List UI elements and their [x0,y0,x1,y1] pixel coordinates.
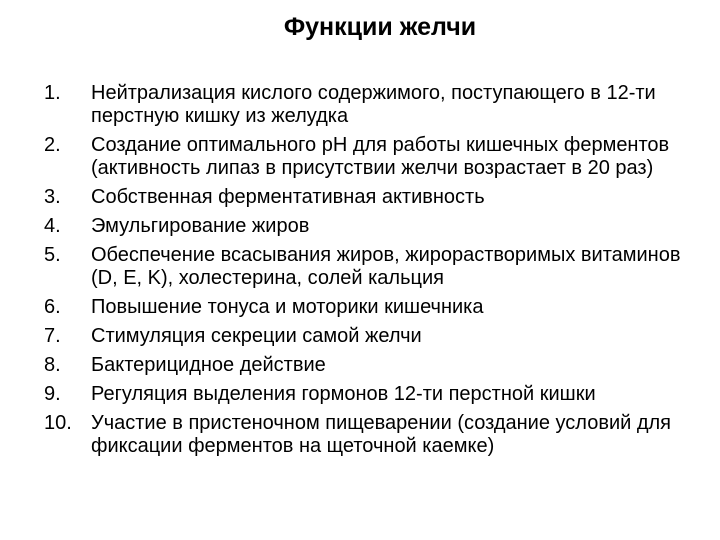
item-text: Повышение тонуса и моторики кишечника [91,296,484,318]
list-item [44,186,694,209]
item-text: Обеспечение всасывания жиров, жирорастворимых витаминов (D, E, K), холестерина, солей кальция [91,244,681,289]
list-item [44,215,694,238]
item-text: Бактерицидное действие [91,354,326,376]
item-number: 5. [44,244,61,266]
list-item [44,134,694,180]
list-item [44,296,694,319]
item-text: Регуляция выделения гормонов 12-ти перстной кишки [91,383,596,405]
slide-title: Функции желчи [283,13,477,41]
item-number: 1. [44,82,61,104]
list-item [44,354,694,377]
item-text: Собственная ферментативная активность [91,186,485,208]
item-number: 8. [44,354,61,376]
item-number: 7. [44,325,61,347]
item-number: 6. [44,296,61,318]
item-text: Создание оптимального pH для работы кишечных ферментов (активность липаз в присутствии желчи возрастает в 20 раз) [91,134,670,179]
item-text: Участие в пристеночном пищеварении (создание условий для фиксации ферментов на щеточной каемке) [91,412,672,457]
item-text: Стимуляция секреции самой желчи [91,325,422,347]
list-item [44,325,694,348]
list-item [44,383,694,406]
item-number: 3. [44,186,61,208]
item-number: 2. [44,134,61,156]
item-text: Нейтрализация кислого содержимого, поступающего в 12-ти перстную кишку из желудка [91,82,656,127]
item-number: 9. [44,383,61,405]
item-number: 4. [44,215,61,237]
item-text: Эмульгирование жиров [91,215,310,237]
functions-list [44,82,694,464]
list-item [44,82,694,128]
item-number: 10. [44,412,72,434]
list-item [44,244,694,290]
list-item [44,412,694,458]
